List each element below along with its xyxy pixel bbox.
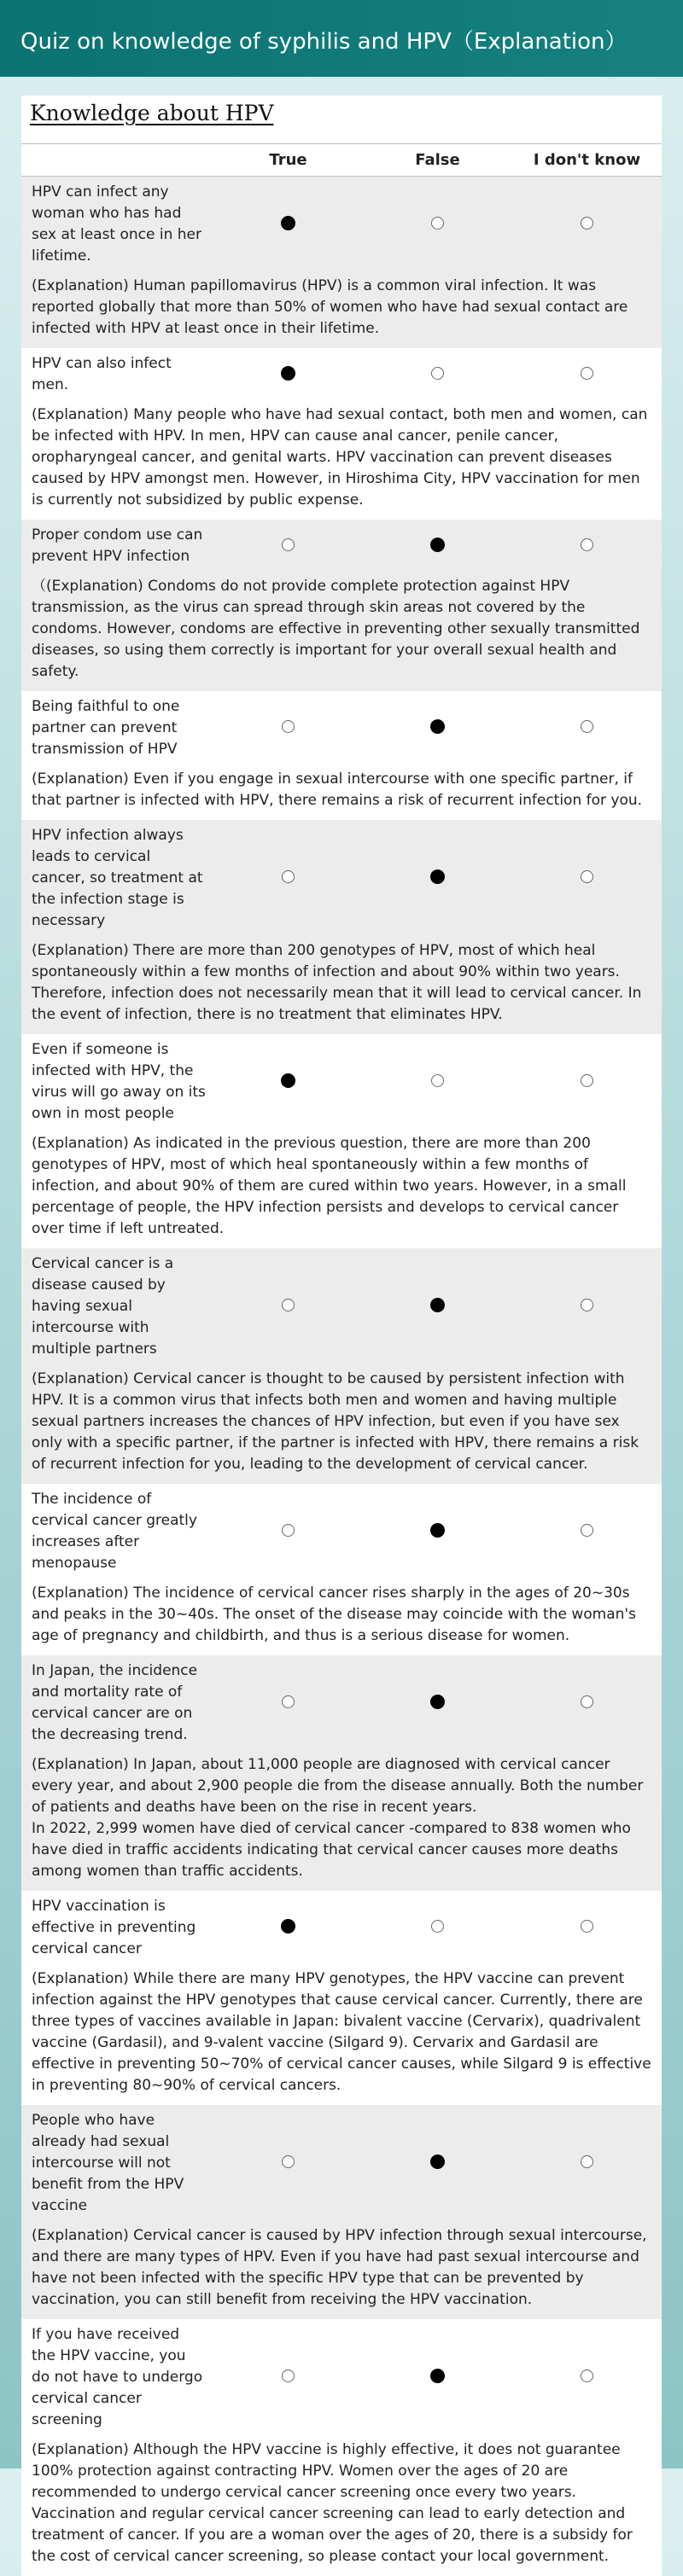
- explanation-text: (Explanation) There are more than 200 genotypes of HPV, most of which heal spontaneously within a few months of infection and about 90% within two years. Therefore, infection does not necessarily mean that it will lead to cervical cancer. In the event of infection, there is no treatment that eliminates HPV.: [32, 940, 651, 1026]
- explanation-text: (Explanation) Cervical cancer is thought to be caused by persistent infection with HPV. It is a common virus that infects both men and women and having multiple sexual partners increases the chances of HPV infection, but even if you have sex only with a specific partner, if the partner is infected with HPV, there remains a risk of recurrent infection for you, leading to the development of cervical cancer.: [32, 1369, 651, 1475]
- explanation-text: (Explanation) The incidence of cervical cancer rises sharply in the ages of 20~30s and peaks in the 30~40s. The onset of the disease may coincide with the woman's age of pregnancy and childbirth, and thus is a serious disease for women.: [32, 1583, 651, 1647]
- explanation-row: [21, 1751, 662, 1891]
- radio-true[interactable]: [282, 1299, 295, 1311]
- radio-dont-know[interactable]: [581, 2155, 593, 2168]
- option-cell-false: [363, 1484, 512, 1579]
- explanation-row: [21, 1365, 662, 1484]
- radio-true[interactable]: [281, 366, 295, 381]
- explanation-row: [21, 1965, 662, 2105]
- option-cell-true: [213, 177, 363, 273]
- option-cell-dont-know: [512, 1034, 662, 1130]
- option-cell-false: [363, 1248, 512, 1365]
- explanation-cell: [21, 573, 662, 691]
- option-cell-dont-know: [512, 1484, 662, 1579]
- radio-true[interactable]: [282, 720, 295, 733]
- question-row: [21, 177, 662, 273]
- option-cell-false: [363, 2319, 512, 2436]
- option-cell-true: [213, 1891, 363, 1965]
- radio-false[interactable]: [431, 367, 444, 380]
- radio-dont-know[interactable]: [581, 1524, 593, 1537]
- question-text: Being faithful to one partner can prevent transmission of HPV: [21, 691, 213, 765]
- option-cell-true: [213, 1655, 363, 1751]
- question-row: [21, 348, 662, 401]
- radio-true[interactable]: [281, 216, 295, 230]
- explanation-text: (Explanation) Many people who have had sexual contact, both men and women, can be infected with HPV. In men, HPV can cause anal cancer, penile cancer, oropharyngeal cancer, and genital warts. HPV vaccination can prevent diseases caused by HPV amongst men. However, in Hiroshima City, HPV vaccination for men is currently not subsidized by public expense.: [32, 404, 651, 511]
- radio-dont-know[interactable]: [581, 720, 593, 733]
- radio-false[interactable]: [430, 1298, 445, 1312]
- radio-false[interactable]: [431, 217, 444, 230]
- radio-false[interactable]: [430, 869, 445, 884]
- option-cell-false: [363, 348, 512, 401]
- explanation-row: [21, 1579, 662, 1655]
- page-title: Quiz on knowledge of syphilis and HPV（Explanation）: [20, 29, 628, 55]
- explanation-row: [21, 401, 662, 520]
- option-cell-false: [363, 1034, 512, 1130]
- option-cell-dont-know: [512, 820, 662, 937]
- explanation-cell: [21, 1365, 662, 1484]
- option-cell-false: [363, 520, 512, 573]
- question-text: HPV vaccination is effective in preventing cervical cancer: [21, 1891, 213, 1965]
- question-row: [21, 1655, 662, 1751]
- option-cell-true: [213, 2319, 363, 2436]
- question-text: In Japan, the incidence and mortality rate of cervical cancer are on the decreasing trend.: [21, 1655, 213, 1751]
- option-cell-true: [213, 2105, 363, 2222]
- section-title: Knowledge about HPV: [21, 96, 662, 143]
- radio-true[interactable]: [282, 2155, 295, 2168]
- explanation-cell: [21, 1751, 662, 1891]
- option-cell-dont-know: [512, 348, 662, 401]
- option-cell-true: [213, 820, 363, 937]
- question-text: People who have already had sexual intercourse will not benefit from the HPV vaccine: [21, 2105, 213, 2222]
- explanation-text: （(Explanation) Condoms do not provide complete protection against HPV transmission, as the virus can spread through skin areas not covered by the condoms. However, condoms are effective in preventing other sexually transmitted diseases, so using them correctly is important for your overall sexual health and safety.: [32, 576, 651, 683]
- explanation-text: (Explanation) Human papillomavirus (HPV) is a common viral infection. It was reported globally that more than 50% of women who have had sexual contact are infected with HPV at least once in their lifetime.: [32, 276, 651, 340]
- radio-false[interactable]: [430, 538, 445, 552]
- radio-dont-know[interactable]: [581, 217, 593, 230]
- radio-true[interactable]: [282, 538, 295, 551]
- option-cell-true: [213, 348, 363, 401]
- radio-true[interactable]: [281, 1919, 295, 1933]
- radio-true[interactable]: [282, 2370, 295, 2382]
- question-text: Cervical cancer is a disease caused by having sexual intercourse with multiple partners: [21, 1248, 213, 1365]
- table-header-row: [21, 144, 662, 177]
- option-cell-true: [213, 520, 363, 573]
- radio-false[interactable]: [430, 2154, 445, 2169]
- radio-false[interactable]: [430, 719, 445, 734]
- quiz-body: [21, 177, 662, 2576]
- question-text: Even if someone is infected with HPV, the virus will go away on its own in most people: [21, 1034, 213, 1130]
- page-header: [0, 0, 683, 77]
- option-cell-false: [363, 691, 512, 765]
- radio-dont-know[interactable]: [581, 2370, 593, 2382]
- question-text: If you have received the HPV vaccine, you do not have to undergo cervical cancer screening: [21, 2319, 213, 2436]
- question-row: [21, 691, 662, 765]
- option-cell-dont-know: [512, 520, 662, 573]
- option-cell-true: [213, 1248, 363, 1365]
- radio-true[interactable]: [282, 1695, 295, 1708]
- radio-true[interactable]: [282, 1524, 295, 1537]
- option-cell-false: [363, 177, 512, 273]
- explanation-row: [21, 573, 662, 691]
- radio-false[interactable]: [431, 1074, 444, 1087]
- explanation-text: (Explanation) Even if you engage in sexual intercourse with one specific partner, if that partner is infected with HPV, there remains a risk of recurrent infection for you.: [32, 769, 651, 811]
- radio-dont-know[interactable]: [581, 538, 593, 551]
- quiz-table: [21, 143, 662, 2576]
- option-cell-dont-know: [512, 177, 662, 273]
- radio-false[interactable]: [430, 1523, 445, 1538]
- option-cell-dont-know: [512, 1655, 662, 1751]
- explanation-row: [21, 937, 662, 1034]
- explanation-row: [21, 1130, 662, 1248]
- explanation-cell: [21, 401, 662, 520]
- radio-true[interactable]: [282, 870, 295, 883]
- explanation-cell: [21, 2436, 662, 2576]
- explanation-text: (Explanation) In Japan, about 11,000 people are diagnosed with cervical cancer every year, and about 2,900 people die from the disease annually. Both the number of patients and deaths have been on the rise in recent years.: [32, 1754, 651, 1818]
- explanation-text: (Explanation) Although the HPV vaccine is highly effective, it does not guarantee 100% protection against contracting HPV. Women over the ages of 20 are recommended to undergo cervical cancer screening once every two years. Vaccination and regular cervical cancer screening can lead to early detection and treatment of cancer. If you are a woman over the ages of 20, there is a subsidy for the cost of cervical cancer screening, so please contact your local government.: [32, 2439, 651, 2567]
- radio-false[interactable]: [431, 1920, 444, 1933]
- explanation-cell: [21, 2222, 662, 2319]
- option-cell-dont-know: [512, 691, 662, 765]
- explanation-cell: [21, 765, 662, 820]
- question-row: [21, 520, 662, 573]
- question-row: [21, 1484, 662, 1579]
- question-row: [21, 820, 662, 937]
- radio-dont-know[interactable]: [581, 870, 593, 883]
- option-cell-false: [363, 1655, 512, 1751]
- explanation-cell: [21, 1130, 662, 1248]
- explanation-row: [21, 272, 662, 348]
- question-text: HPV can infect any woman who has had sex at least once in her lifetime.: [21, 177, 213, 273]
- question-text: HPV infection always leads to cervical cancer, so treatment at the infection stage is necessary: [21, 820, 213, 937]
- explanation-row: [21, 2436, 662, 2576]
- option-cell-dont-know: [512, 1248, 662, 1365]
- explanation-cell: [21, 1965, 662, 2105]
- option-cell-dont-know: [512, 1891, 662, 1965]
- option-cell-dont-know: [512, 2105, 662, 2222]
- question-row: [21, 2319, 662, 2436]
- explanation-text: In 2022, 2,999 women have died of cervical cancer -compared to 838 women who have died in traffic accidents indicating that cervical cancer causes more deaths among women than traffic accidents.: [32, 1818, 651, 1882]
- column-header-true: True: [213, 144, 363, 177]
- radio-dont-know[interactable]: [581, 1074, 593, 1087]
- column-header-dont-know: I don't know: [512, 144, 662, 177]
- question-row: [21, 2105, 662, 2222]
- option-cell-true: [213, 691, 363, 765]
- radio-false[interactable]: [430, 1695, 445, 1709]
- option-cell-dont-know: [512, 2319, 662, 2436]
- quiz-panel: [21, 96, 662, 2451]
- question-row: [21, 1891, 662, 1965]
- explanation-row: [21, 765, 662, 820]
- radio-dont-know[interactable]: [581, 1299, 593, 1311]
- radio-dont-know[interactable]: [581, 367, 593, 380]
- option-cell-true: [213, 1034, 363, 1130]
- option-cell-false: [363, 820, 512, 937]
- question-text: The incidence of cervical cancer greatly increases after menopause: [21, 1484, 213, 1579]
- question-row: [21, 1248, 662, 1365]
- radio-false[interactable]: [430, 2369, 445, 2383]
- explanation-text: (Explanation) While there are many HPV genotypes, the HPV vaccine can prevent infection against the HPV genotypes that cause cervical cancer. Currently, there are three types of vaccines available in Japan: bivalent vaccine (Cervarix), quadrivalent vaccine (Gardasil), and 9-valent vaccine (Silgard 9). Cervarix and Gardasil are effective in preventing 50~70% of cervical cancer causes, while Silgard 9 is effective in preventing 80~90% of cervical cancers.: [32, 1968, 651, 2096]
- radio-true[interactable]: [281, 1073, 295, 1088]
- option-cell-true: [213, 1484, 363, 1579]
- explanation-text: (Explanation) Cervical cancer is caused by HPV infection through sexual intercourse, and there are many types of HPV. Even if you have had past sexual intercourse and have not been infected with the specific HPV type that can be prevented by vaccination, you can still benefit from receiving the HPV vaccination.: [32, 2225, 651, 2311]
- question-text: HPV can also infect men.: [21, 348, 213, 401]
- option-cell-false: [363, 1891, 512, 1965]
- radio-dont-know[interactable]: [581, 1695, 593, 1708]
- radio-dont-know[interactable]: [581, 1920, 593, 1933]
- explanation-cell: [21, 1579, 662, 1655]
- question-text: Proper condom use can prevent HPV infection: [21, 520, 213, 573]
- column-header-question: [21, 144, 213, 177]
- explanation-text: (Explanation) As indicated in the previous question, there are more than 200 genotypes of HPV, most of which heal spontaneously within a few months of infection, and about 90% of them are cured within two years. However, in a small percentage of people, the HPV infection persists and develops to cervical cancer over time if left untreated.: [32, 1133, 651, 1240]
- question-row: [21, 1034, 662, 1130]
- explanation-row: [21, 2222, 662, 2319]
- explanation-cell: [21, 937, 662, 1034]
- column-header-false: False: [363, 144, 512, 177]
- option-cell-false: [363, 2105, 512, 2222]
- explanation-cell: [21, 272, 662, 348]
